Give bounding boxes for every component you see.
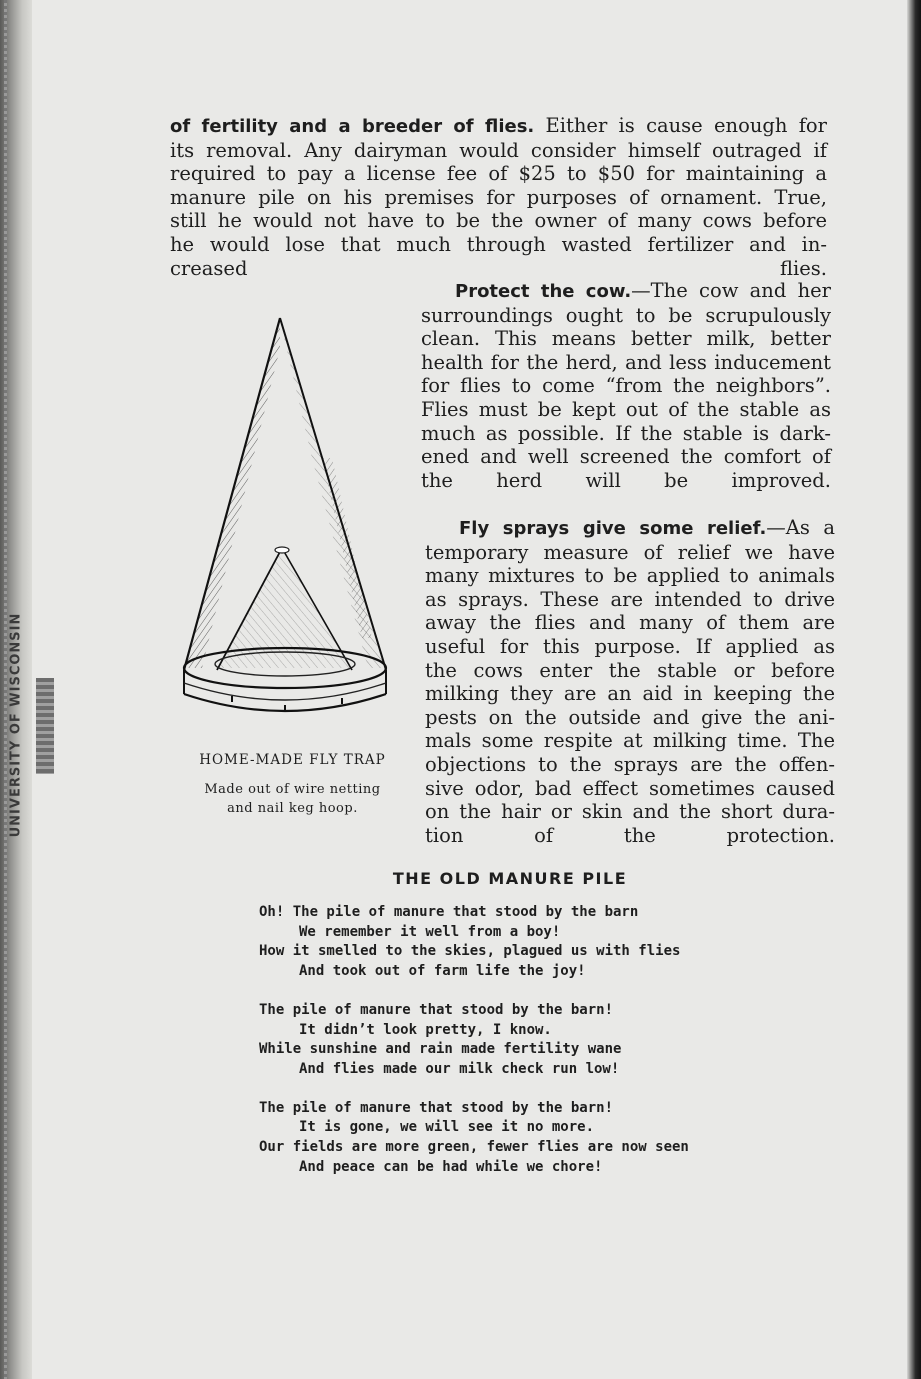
poem-line: Oh! The pile of manure that stood by the barn <box>259 904 639 920</box>
intro-line-0: of fertility and a breeder of flies. Either is cause enough for <box>170 114 827 137</box>
sprays-line-5: useful for this purpose. If applied as <box>425 634 835 658</box>
protect-line-1: surroundings ought to be scrupulously <box>421 303 831 327</box>
sprays-heading: Fly sprays give some relief. <box>459 518 767 539</box>
poem-line: And peace can be had while we chore! <box>299 1158 603 1175</box>
intro-line-6: creased flies. <box>170 256 827 280</box>
sprays-line-10: objections to the sprays are the offen- <box>425 752 835 776</box>
sprays-line-3: as sprays. These are intended to drive <box>425 587 835 611</box>
poem-line: It didn’t look pretty, I know. <box>299 1021 552 1038</box>
sprays-line-7: milking they are an aid in keeping the <box>425 682 835 706</box>
poem-stanza-3 <box>259 1099 759 1178</box>
poem-line: The pile of manure that stood by the barn! <box>259 1001 614 1018</box>
protect-line-5: Flies must be kept out of the stable as <box>421 397 831 421</box>
library-stamp-text: UNIVERSITY OF WISCONSIN <box>8 612 24 838</box>
figure-caption-line-2: and nail keg hoop. <box>227 801 358 816</box>
poem-line: Our fields are more green, fewer flies are now seen <box>259 1139 689 1156</box>
intro-line-5: he would lose that much through wasted fertilizer and in- <box>170 232 827 256</box>
poem-line: The pile of manure that stood by the barn! <box>259 1099 614 1116</box>
intro-line-1: its removal. Any dairyman would consider himself outraged if <box>170 138 827 162</box>
stanza-gap <box>259 1080 759 1099</box>
sprays-line-13: tion of the protection. <box>425 823 835 847</box>
protect-line-2: clean. This means better milk, better <box>421 327 831 351</box>
poem-title: THE OLD MANURE PILE <box>392 869 628 888</box>
protect-heading: Protect the cow. <box>455 281 632 302</box>
protect-paragraph <box>421 279 831 492</box>
intro-line-2: required to pay a license fee of $25 to $50 for maintaining a <box>170 162 827 186</box>
sprays-line-8: pests on the outside and give the ani- <box>425 705 835 729</box>
intro-lead-bold: of fertility and a breeder of flies. <box>170 116 535 137</box>
intro-line-4: still he would not have to be the owner of many cows before <box>170 209 827 233</box>
poem-line: It is gone, we will see it no more. <box>299 1119 595 1136</box>
figure-caption-line-1: Made out of wire netting <box>204 782 381 797</box>
sprays-paragraph <box>425 516 835 847</box>
protect-line-8: the herd will be improved. <box>421 468 831 492</box>
page-edge <box>907 0 921 1379</box>
sprays-line-11: sive odor, bad effect sometimes caused <box>425 776 835 800</box>
protect-line-7: ened and well screened the comfort of <box>421 445 831 469</box>
poem-line: We remember it well from a boy! <box>299 923 561 940</box>
protect-line-6: much as possible. If the stable is dark- <box>421 421 831 445</box>
poem-line: And flies made our milk check run low! <box>299 1060 620 1077</box>
protect-line-0: Protect the cow.—The cow and her <box>455 279 831 302</box>
figure-caption-title: HOME-MADE FLY TRAP <box>199 752 386 768</box>
library-stamp-mark <box>36 678 54 774</box>
sprays-line-6: the cows enter the stable or before <box>425 658 835 682</box>
intro-paragraph <box>170 114 827 280</box>
protect-line-3: health for the herd, and less inducement <box>421 350 831 374</box>
sprays-line-12: on the hair or skin and the short dura- <box>425 800 835 824</box>
sprays-line-1: temporary measure of relief we have <box>425 540 835 564</box>
poem-stanza-1 <box>259 903 759 982</box>
sprays-line-4: away the flies and many of them are <box>425 611 835 635</box>
sprays-line-2: many mixtures to be applied to animals <box>425 564 835 588</box>
poem-stanza-2 <box>259 1001 759 1080</box>
sprays-line-9: mals some respite at milking time. The <box>425 729 835 753</box>
poem-line: How it smelled to the skies, plagued us with flies <box>259 943 681 960</box>
protect-line-4: for flies to come “from the neighbors”. <box>421 374 831 398</box>
figure-caption-text <box>170 780 415 818</box>
stanza-gap <box>259 982 759 1001</box>
fly-trap-illustration <box>172 308 402 733</box>
poem-body <box>259 903 759 1177</box>
library-stamp <box>4 575 28 875</box>
poem-line: And took out of farm life the joy! <box>299 963 586 980</box>
sprays-line-0: Fly sprays give some relief.—As a <box>459 516 835 539</box>
poem-line: While sunshine and rain made fertility wane <box>259 1041 622 1058</box>
intro-line-3: manure pile on his premises for purposes of ornament. True, <box>170 185 827 209</box>
